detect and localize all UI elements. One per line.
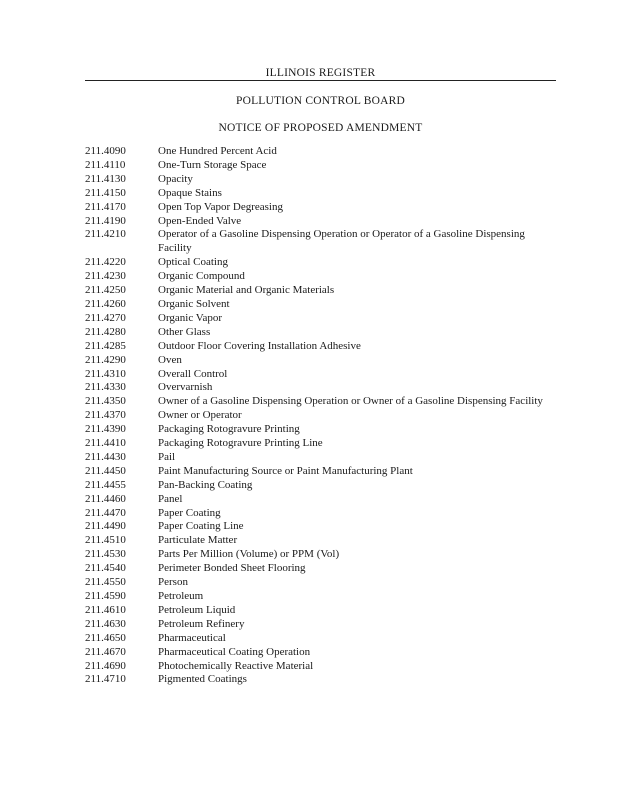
- defined-term: Organic Vapor: [158, 311, 223, 324]
- definition-row: [85, 451, 556, 465]
- section-number: 211.4150: [85, 186, 126, 199]
- section-number: 211.4190: [85, 214, 126, 227]
- defined-term: Person: [158, 576, 188, 589]
- section-number: 211.4470: [85, 506, 126, 519]
- section-number: 211.4410: [85, 437, 126, 450]
- section-number: 211.4450: [85, 464, 126, 477]
- defined-term: Petroleum Liquid: [158, 603, 236, 616]
- defined-term: Other Glass: [158, 325, 211, 338]
- section-number: 211.4510: [85, 534, 126, 547]
- defined-term: Photochemically Reactive Material: [158, 659, 314, 672]
- defined-term: Pan-Backing Coating: [158, 478, 253, 491]
- section-number: 211.4270: [85, 311, 126, 324]
- section-number: 211.4610: [85, 603, 126, 616]
- definition-row: [85, 298, 556, 312]
- definition-row: [85, 479, 556, 493]
- defined-term: One Hundred Percent Acid: [158, 145, 277, 157]
- section-number: 211.4530: [85, 548, 126, 561]
- definition-row: [85, 201, 556, 215]
- definition-row: [85, 228, 556, 256]
- definition-row: [85, 284, 556, 298]
- definition-row: [85, 465, 556, 479]
- defined-term: Open Top Vapor Degreasing: [158, 200, 283, 213]
- section-number: 211.4490: [85, 520, 126, 533]
- definition-row: [85, 395, 556, 409]
- section-number: 211.4590: [85, 590, 126, 602]
- defined-term: Organic Material and Organic Materials: [158, 284, 335, 297]
- definition-row: [85, 562, 556, 576]
- defined-term: Outdoor Floor Covering Installation Adhesive: [158, 339, 361, 352]
- definition-row: [85, 507, 556, 521]
- section-number: 211.4090: [85, 145, 126, 157]
- definition-row: [85, 618, 556, 632]
- defined-term: Panel: [158, 492, 183, 505]
- definition-row: [85, 159, 556, 173]
- defined-term: Organic Solvent: [158, 297, 230, 310]
- definition-row: [85, 409, 556, 423]
- defined-term: Particulate Matter: [158, 534, 238, 547]
- section-number: 211.4170: [85, 200, 126, 213]
- defined-term: Pharmaceutical: [158, 631, 226, 644]
- definition-row: [85, 187, 556, 201]
- definition-row: [85, 590, 556, 604]
- notice-title: NOTICE OF PROPOSED AMENDMENT: [218, 122, 423, 134]
- register-header: ILLINOIS REGISTER: [265, 67, 376, 79]
- definition-row: [85, 256, 556, 270]
- defined-term: Opaque Stains: [158, 186, 222, 199]
- defined-term: Paper Coating: [158, 506, 221, 519]
- definition-row: [85, 646, 556, 660]
- defined-term: Pharmaceutical Coating Operation: [158, 645, 311, 658]
- definition-row: [85, 423, 556, 437]
- defined-term: Paint Manufacturing Source or Paint Manufacturing Plant: [158, 464, 413, 477]
- definition-row: [85, 632, 556, 646]
- section-number: 211.4260: [85, 297, 126, 310]
- agency-title: POLLUTION CONTROL BOARD: [235, 95, 405, 107]
- section-number: 211.4290: [85, 353, 126, 366]
- definition-row: [85, 520, 556, 534]
- defined-term: Open-Ended Valve: [158, 214, 242, 227]
- header-rule: [85, 80, 556, 81]
- section-number: 211.4350: [85, 395, 126, 408]
- definition-row: [85, 604, 556, 618]
- section-number: 211.4130: [85, 172, 126, 185]
- section-number: 211.4650: [85, 631, 126, 644]
- definition-row: [85, 312, 556, 326]
- section-number: 211.4285: [85, 339, 126, 352]
- definition-row: [85, 354, 556, 368]
- section-number: 211.4430: [85, 450, 126, 463]
- section-number: 211.4310: [85, 367, 126, 380]
- definitions-list: [85, 145, 556, 687]
- section-number: 211.4370: [85, 409, 126, 422]
- section-number: 211.4390: [85, 423, 126, 436]
- defined-term: Overall Control: [158, 367, 228, 380]
- section-number: 211.4630: [85, 617, 126, 630]
- definition-row: [85, 270, 556, 284]
- definition-row: [85, 368, 556, 382]
- section-number: 211.4210: [85, 228, 126, 241]
- section-number: 211.4250: [85, 284, 126, 297]
- defined-term: Owner or Operator: [158, 409, 242, 422]
- definition-row: [85, 215, 556, 229]
- section-number: 211.4540: [85, 562, 126, 575]
- defined-term: Packaging Rotogravure Printing Line: [158, 437, 323, 450]
- definition-row: [85, 173, 556, 187]
- definition-row: [85, 493, 556, 507]
- defined-term: Operator of a Gasoline Dispensing Operation or Operator of a Gasoline Dispensing Facility: [158, 228, 525, 255]
- section-number: 211.4230: [85, 270, 126, 283]
- section-number: 211.4690: [85, 659, 126, 672]
- definition-row: [85, 437, 556, 451]
- definition-row: [85, 145, 556, 159]
- section-number: 211.4280: [85, 325, 126, 338]
- definition-row: [85, 381, 556, 395]
- defined-term: Overvarnish: [158, 381, 213, 394]
- definition-row: [85, 673, 556, 687]
- definition-row: [85, 548, 556, 562]
- defined-term: Parts Per Million (Volume) or PPM (Vol): [158, 548, 340, 561]
- section-number: 211.4330: [85, 381, 126, 394]
- section-number: 211.4220: [85, 256, 126, 269]
- defined-term: One-Turn Storage Space: [158, 158, 267, 171]
- defined-term: Perimeter Bonded Sheet Flooring: [158, 562, 306, 575]
- definition-row: [85, 326, 556, 340]
- defined-term: Paper Coating Line: [158, 520, 244, 533]
- section-number: 211.4710: [85, 673, 126, 686]
- defined-term: Pail: [158, 450, 176, 463]
- definition-row: [85, 534, 556, 548]
- definition-row: [85, 576, 556, 590]
- defined-term: Organic Compound: [158, 270, 245, 283]
- defined-term: Packaging Rotogravure Printing: [158, 423, 300, 436]
- defined-term: Optical Coating: [158, 256, 228, 269]
- defined-term: Opacity: [158, 172, 193, 185]
- section-number: 211.4110: [85, 158, 126, 171]
- defined-term: Pigmented Coatings: [158, 673, 247, 686]
- defined-term: Petroleum Refinery: [158, 617, 245, 630]
- defined-term: Oven: [158, 353, 182, 366]
- section-number: 211.4455: [85, 478, 126, 491]
- definition-row: [85, 660, 556, 674]
- defined-term: Owner of a Gasoline Dispensing Operation or Owner of a Gasoline Dispensing Facility: [158, 395, 543, 408]
- section-number: 211.4670: [85, 645, 126, 658]
- section-number: 211.4550: [85, 576, 126, 589]
- definition-row: [85, 340, 556, 354]
- section-number: 211.4460: [85, 492, 126, 505]
- defined-term: Petroleum: [158, 590, 204, 602]
